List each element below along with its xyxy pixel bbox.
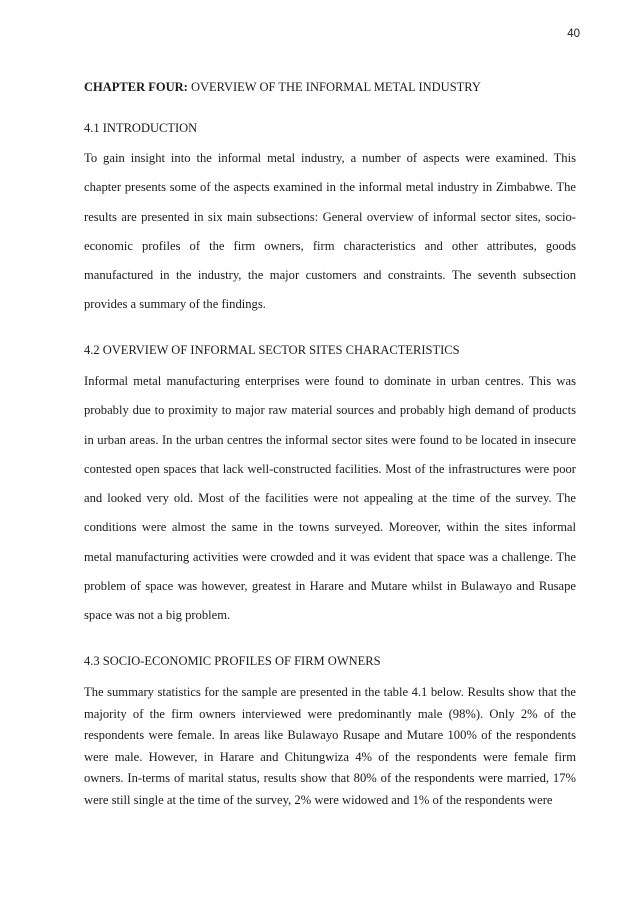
section-text-sites-overview: Informal metal manufacturing enterprises were found to dominate in urban centres. This was probably due to proximity to major raw material sources and probably high demand of products in urban areas. In the urban centres the informal sector sites were found to be located in insecure contested open spaces that lack well-constructed facilities. Most of the infrastructures were poor and looked very old. Most of the facilities were not appealing at the time of the survey. The conditions were almost the same in the towns surveyed. Moreover, within the sites informal metal manufacturing activities were crowded and it was evident that space was a challenge. The problem of space was however, greatest in Harare and Mutare whilst in Bulawayo and Rusape space was not a big problem. — [84, 374, 576, 623]
section-text-introduction: To gain insight into the informal metal industry, a number of aspects were examined. This chapter presents some of the aspects examined in the informal metal industry in Zimbabwe. The results are presented in six main subsections: General overview of informal sector sites, socio-economic profiles of the firm owners, firm characteristics and other attributes, goods manufactured in the industry, the major customers and constraints. The seventh subsection provides a summary of the findings. — [84, 151, 576, 312]
chapter-title-text: OVERVIEW OF THE INFORMAL METAL INDUSTRY — [187, 80, 481, 94]
page-number: 40 — [567, 28, 580, 40]
chapter-label: CHAPTER FOUR: — [84, 80, 188, 94]
section-heading-introduction: 4.1 INTRODUCTION — [84, 121, 198, 135]
section-heading-sites-overview: 4.2 OVERVIEW OF INFORMAL SECTOR SITES CHARACTERISTICS — [84, 343, 460, 357]
section-heading-socio-economic: 4.3 SOCIO-ECONOMIC PROFILES OF FIRM OWNERS — [84, 654, 381, 668]
section-text-socio-economic: The summary statistics for the sample are presented in the table 4.1 below. Results show that the majority of the firm owners interviewed were predominantly male (98%). Only 2% of the respondents were female. In areas like Bulawayo Rusape and Mutare 100% of the respondents were male. However, in Harare and Chitungwiza 4% of the respondents were female firm owners. In-terms of marital status, results show that 80% of the respondents were married, 17% were still single at the time of the survey, 2% were widowed and 1% of the respondents were — [84, 685, 576, 807]
chapter-title — [84, 80, 576, 95]
